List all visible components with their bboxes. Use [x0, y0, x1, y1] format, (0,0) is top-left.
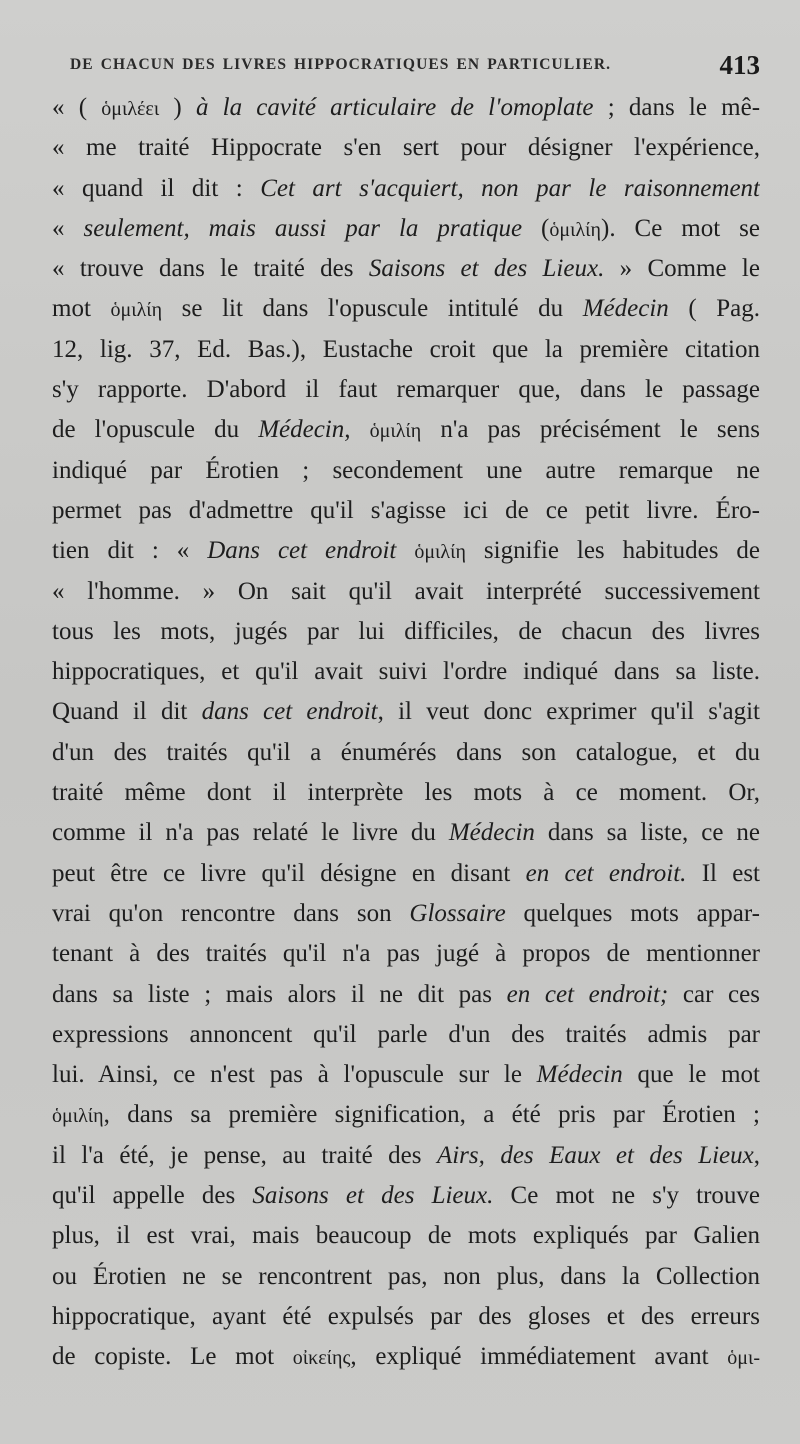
text-line	[52, 249, 760, 289]
text-segment: expressions annoncent qu'il parle d'un des traités admis par	[52, 1020, 760, 1048]
text-segment: de l'opuscule du	[52, 416, 259, 444]
text-line	[52, 934, 760, 974]
text-segment: hippocratique, ayant été expulsés par des gloses et des erreurs	[52, 1302, 760, 1330]
italic-text: Médecin	[448, 819, 535, 847]
text-segment	[396, 537, 414, 564]
text-line	[52, 169, 760, 209]
text-segment: ou Érotien ne se rencontrent pas, non plus, dans la Collection	[52, 1262, 760, 1290]
text-segment: permet pas d'admettre qu'il s'agisse ici de ce petit livre. Éro-	[52, 496, 760, 524]
text-segment: il l'a été, je pense, au traité des	[52, 1141, 437, 1169]
text-segment: vrai qu'on rencontre dans son	[52, 899, 410, 927]
text-segment: s'y rapporte. D'abord il faut remarquer que, dans le passage	[52, 376, 760, 404]
text-line	[52, 128, 760, 168]
text-segment: d'un des traités qu'il a énumérés dans son catalogue, et du	[52, 738, 760, 766]
greek-word: οἰκείης	[292, 1347, 351, 1370]
greek-word: ὁμιλίη	[414, 541, 466, 564]
text-segment: lui. Ainsi, ce n'est pas à l'opuscule sur le	[52, 1061, 537, 1089]
text-segment: n'a pas précisément le sens	[421, 416, 760, 444]
text-segment: se lit dans l'opuscule intitulé du	[162, 295, 583, 323]
text-segment: « trouve dans le traité des	[52, 255, 369, 283]
text-line	[52, 451, 760, 491]
text-line	[52, 1095, 760, 1135]
text-segment: (	[522, 214, 550, 242]
greek-word: ὁμιλίη	[110, 299, 163, 322]
text-line	[52, 894, 760, 934]
text-segment: ). Ce mot se	[601, 214, 760, 242]
text-line	[52, 1257, 760, 1297]
italic-text: seulement, mais aussi par la pratique	[83, 214, 523, 242]
italic-text: Médecin	[582, 295, 669, 323]
text-line	[52, 491, 760, 531]
greek-word: ὁμι-	[727, 1347, 760, 1370]
text-line	[52, 209, 760, 249]
text-line	[52, 854, 760, 894]
text-segment: « (	[52, 94, 102, 121]
text-segment: traité même dont il interprète les mots à ce moment. Or,	[52, 779, 760, 807]
text-segment: « l'homme. » On sait qu'il avait interprété successivement	[52, 577, 760, 605]
italic-text: Cet art s'acquiert, non par le raisonnement	[260, 174, 760, 202]
text-line	[52, 370, 760, 410]
italic-text: dans cet endroit	[201, 698, 378, 726]
greek-word: ὁμιλίη	[549, 218, 602, 241]
text-line	[52, 1055, 760, 1095]
text-segment: tien dit : «	[52, 537, 208, 565]
text-segment: « quand il dit :	[52, 174, 261, 202]
text-segment: de copiste. Le mot	[52, 1343, 293, 1371]
greek-word: ὁμιλίη	[369, 420, 422, 443]
text-segment: Quand il dit	[52, 698, 202, 726]
italic-text: Airs, des Eaux et des Lieux	[436, 1141, 754, 1169]
italic-text: Saisons et des Lieux.	[368, 255, 605, 283]
text-segment: Ce mot ne s'y trouve	[493, 1182, 760, 1210]
text-line	[52, 88, 760, 128]
text-segment: que le mot	[622, 1061, 760, 1089]
text-segment: qu'il appelle des	[52, 1182, 253, 1210]
text-line	[52, 813, 760, 853]
text-segment: , dans sa première signification, a été pris par Érotien ;	[103, 1101, 760, 1129]
text-segment: comme il n'a pas relaté le livre du	[52, 819, 449, 847]
text-line	[52, 652, 760, 692]
greek-word: ὁμιλέει	[101, 98, 160, 120]
text-line	[52, 692, 760, 732]
text-segment: quelques mots appar-	[505, 899, 760, 927]
text-segment: hippocratiques, et qu'il avait suivi l'ordre indiqué dans sa liste.	[52, 658, 760, 686]
text-segment: ,	[753, 1141, 760, 1169]
text-segment: signifie les habitudes de	[465, 537, 760, 565]
text-line	[52, 1216, 760, 1256]
text-line	[52, 410, 760, 450]
italic-text: à la cavité articulaire de l'omoplate	[195, 94, 594, 121]
text-segment: dans sa liste ; mais alors il ne dit pas	[52, 980, 507, 1008]
italic-text: en cet endroit.	[525, 859, 687, 887]
italic-text: en cet endroit;	[506, 980, 669, 1008]
text-segment: dans sa liste, ce ne	[534, 819, 760, 847]
text-segment: , expliqué immédiatement avant	[350, 1343, 728, 1371]
italic-text: Saisons et des Lieux.	[252, 1182, 494, 1210]
text-segment: plus, il est vrai, mais beaucoup de mots expliqués par Galien	[52, 1222, 760, 1250]
text-line	[52, 1015, 760, 1055]
text-segment: ( Pag.	[668, 295, 760, 323]
italic-text: Médecin,	[258, 416, 351, 444]
italic-text: Dans cet endroit	[207, 537, 397, 565]
text-line	[52, 330, 760, 370]
text-segment: peut être ce livre qu'il désigne en disant	[52, 859, 526, 887]
greek-word: ὁμιλίη	[52, 1105, 104, 1128]
text-line	[52, 1297, 760, 1337]
text-segment: tenant à des traités qu'il n'a pas jugé à propos de mentionner	[52, 940, 760, 968]
text-line	[52, 289, 760, 329]
text-line	[52, 975, 760, 1015]
text-segment: car ces	[668, 980, 760, 1008]
text-segment: Il est	[686, 859, 760, 887]
text-line	[52, 733, 760, 773]
text-segment: 12, lig. 37, Ed. Bas.), Eustache croit que la première citation	[52, 335, 760, 363]
text-segment: « me traité Hippocrate s'en sert pour désigner l'expérience,	[52, 134, 760, 162]
page-header	[70, 50, 760, 84]
text-segment: » Comme le	[604, 255, 760, 283]
text-segment: , il veut donc exprimer qu'il s'agit	[377, 698, 760, 726]
italic-text: Glossaire	[409, 899, 506, 927]
running-title: DE CHACUN DES LIVRES HIPPOCRATIQUES EN PARTICULIER.	[70, 56, 612, 73]
text-segment: ; dans le mê-	[593, 94, 760, 121]
text-segment: mot	[52, 295, 111, 323]
text-line	[52, 1136, 760, 1176]
text-segment: indiqué par Érotien ; secondement une autre remarque ne	[52, 456, 760, 484]
body-text	[52, 88, 760, 1378]
text-segment: )	[159, 94, 196, 121]
text-segment	[351, 416, 370, 443]
italic-text: Médecin	[536, 1061, 623, 1089]
page-number: 413	[719, 50, 760, 80]
text-line	[52, 531, 760, 571]
text-segment: tous les mots, jugés par lui difficiles, de chacun des livres	[52, 617, 760, 645]
text-line	[52, 1337, 760, 1377]
text-line	[52, 773, 760, 813]
text-line	[52, 612, 760, 652]
text-segment: «	[52, 214, 84, 242]
text-line	[52, 572, 760, 612]
text-line	[52, 1176, 760, 1216]
